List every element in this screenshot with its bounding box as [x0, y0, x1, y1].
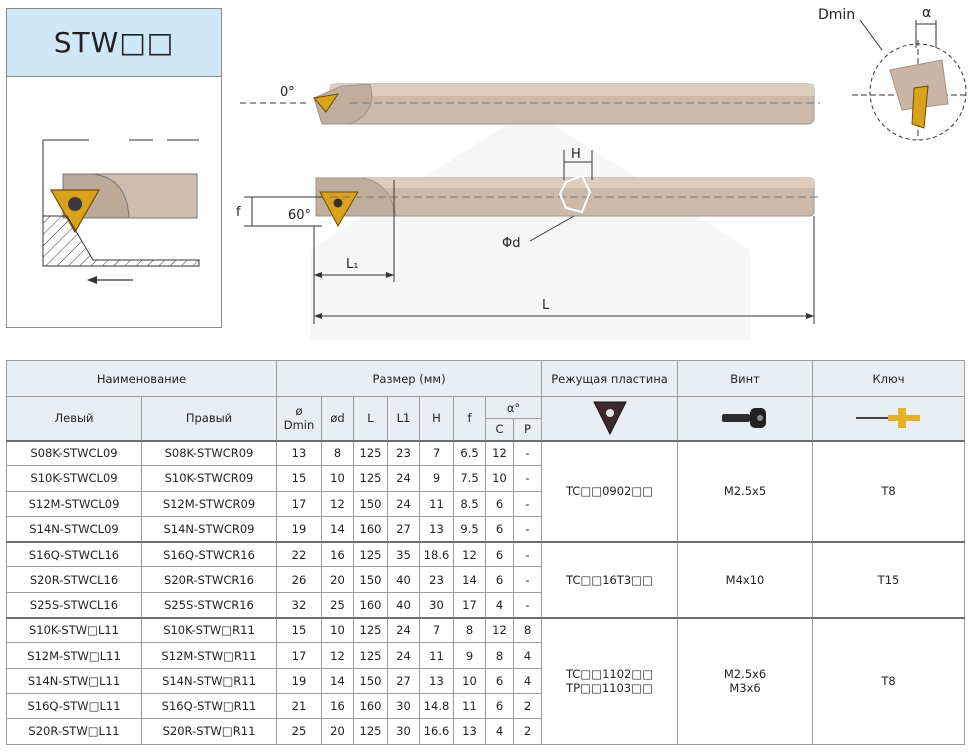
cell-h: 30: [420, 592, 454, 617]
cell-screw: M4x10: [678, 542, 813, 618]
header-size: Размер (мм): [277, 361, 542, 397]
cell-l: 150: [354, 668, 388, 693]
cell-left: S14N-STW□L11: [7, 668, 142, 693]
cell-f: 9.5: [454, 516, 486, 541]
tool-dimension-drawing: [230, 0, 830, 340]
cell-left: S16Q-STWCL16: [7, 542, 142, 567]
cell-d: 20: [322, 567, 354, 592]
dim-h-label: H: [571, 147, 581, 162]
angle-60-label: 60°: [288, 208, 312, 223]
header-h: H: [420, 397, 454, 441]
cell-alpha-c: 6: [486, 668, 514, 693]
header-l1: L1: [388, 397, 420, 441]
cell-left: S12M-STW□L11: [7, 643, 142, 668]
cell-alpha-p: -: [514, 567, 542, 592]
cell-alpha-p: 4: [514, 668, 542, 693]
cell-left: S25S-STWCL16: [7, 592, 142, 617]
dim-f-label: f: [236, 205, 241, 220]
cell-l: 125: [354, 643, 388, 668]
cell-f: 11: [454, 693, 486, 718]
cell-dmin: 15: [277, 618, 322, 643]
cell-d: 12: [322, 643, 354, 668]
cell-d: 25: [322, 592, 354, 617]
table-row: [7, 618, 965, 643]
cell-left: S12M-STWCL09: [7, 491, 142, 516]
cell-alpha-c: 10: [486, 466, 514, 491]
cell-alpha-p: 2: [514, 693, 542, 718]
cell-l1: 30: [388, 693, 420, 718]
torx-screw-icon: [720, 404, 770, 432]
cell-screw: M2.5x5: [678, 441, 813, 542]
cell-right: S14N-STW□R11: [142, 668, 277, 693]
cell-h: 18.6: [420, 542, 454, 567]
screw-image: [678, 397, 813, 441]
header-alpha-p: P: [514, 419, 542, 441]
cell-insert: TC□□16T3□□: [542, 542, 678, 618]
cell-left: S10K-STW□L11: [7, 618, 142, 643]
cell-d: 16: [322, 542, 354, 567]
cell-right: S16Q-STW□R11: [142, 693, 277, 718]
triangle-insert-icon: [590, 399, 630, 437]
cell-dmin: 26: [277, 567, 322, 592]
header-left: Левый: [7, 397, 142, 441]
cell-l: 125: [354, 719, 388, 744]
header-l: L: [354, 397, 388, 441]
cell-left: S16Q-STW□L11: [7, 693, 142, 718]
cell-h: 13: [420, 668, 454, 693]
cell-alpha-c: 12: [486, 618, 514, 643]
cell-alpha-c: 6: [486, 491, 514, 516]
cell-l1: 30: [388, 719, 420, 744]
boring-operation-sketch: [7, 78, 221, 327]
dim-dmin-label: Dmin: [818, 7, 856, 23]
header-alpha: α°: [486, 397, 542, 419]
cell-alpha-p: -: [514, 516, 542, 541]
cell-l1: 24: [388, 466, 420, 491]
cell-dmin: 32: [277, 592, 322, 617]
cell-l1: 23: [388, 441, 420, 466]
cell-alpha-c: 6: [486, 542, 514, 567]
cell-right: S16Q-STWCR16: [142, 542, 277, 567]
table-row: [7, 441, 965, 466]
cell-alpha-p: -: [514, 592, 542, 617]
cell-alpha-c: 4: [486, 719, 514, 744]
cell-f: 7.5: [454, 466, 486, 491]
header-key: Ключ: [813, 361, 965, 397]
header-screw: Винт: [678, 361, 813, 397]
cell-right: S12M-STWCR09: [142, 491, 277, 516]
cell-l: 160: [354, 592, 388, 617]
tool-type-panel: [6, 8, 222, 328]
cell-right: S20R-STW□R11: [142, 719, 277, 744]
cell-alpha-p: -: [514, 542, 542, 567]
screw-code-1: M2.5x6: [723, 667, 767, 682]
header-right: Правый: [142, 397, 277, 441]
header-f: f: [454, 397, 486, 441]
header-dmin: [277, 397, 322, 441]
cell-alpha-c: 8: [486, 643, 514, 668]
angle-0-label: 0°: [280, 85, 295, 100]
cell-screw: [678, 618, 813, 744]
insert-image: [542, 397, 678, 441]
cell-alpha-p: -: [514, 466, 542, 491]
watermark-logo: [310, 110, 750, 340]
cell-dmin: 25: [277, 719, 322, 744]
cell-l: 150: [354, 567, 388, 592]
cell-l: 160: [354, 693, 388, 718]
cell-l1: 35: [388, 542, 420, 567]
insert-code-2: TP□□1103□□: [566, 681, 653, 696]
cell-alpha-c: 4: [486, 592, 514, 617]
cell-dmin: 17: [277, 643, 322, 668]
cell-f: 13: [454, 719, 486, 744]
cell-l1: 24: [388, 643, 420, 668]
cell-h: 7: [420, 618, 454, 643]
cell-l: 160: [354, 516, 388, 541]
cell-f: 8: [454, 618, 486, 643]
cell-h: 14.8: [420, 693, 454, 718]
cell-alpha-c: 12: [486, 441, 514, 466]
cell-l1: 24: [388, 618, 420, 643]
cell-alpha-c: 6: [486, 693, 514, 718]
cell-d: 20: [322, 719, 354, 744]
cell-l: 125: [354, 542, 388, 567]
cell-left: S10K-STWCL09: [7, 466, 142, 491]
cell-l1: 24: [388, 491, 420, 516]
cell-f: 10: [454, 668, 486, 693]
dim-l-label: L: [542, 298, 550, 313]
cell-f: 6.5: [454, 441, 486, 466]
cell-right: S08K-STWCR09: [142, 441, 277, 466]
cell-right: S25S-STWCR16: [142, 592, 277, 617]
header-d: ød: [322, 397, 354, 441]
cell-d: 8: [322, 441, 354, 466]
cell-d: 12: [322, 491, 354, 516]
cell-alpha-p: -: [514, 441, 542, 466]
cell-left: S14N-STWCL09: [7, 516, 142, 541]
cell-d: 10: [322, 466, 354, 491]
cell-alpha-c: 6: [486, 516, 514, 541]
cell-dmin: 19: [277, 516, 322, 541]
cell-d: 14: [322, 668, 354, 693]
cell-f: 14: [454, 567, 486, 592]
header-dmin-text: Dmin: [283, 418, 315, 433]
cell-l1: 40: [388, 592, 420, 617]
header-dmin-symbol: ø: [295, 404, 303, 419]
cell-h: 9: [420, 466, 454, 491]
cell-h: 11: [420, 643, 454, 668]
cell-right: S20R-STWCR16: [142, 567, 277, 592]
cell-l: 125: [354, 441, 388, 466]
cell-insert: TC□□0902□□: [542, 441, 678, 542]
cell-alpha-p: 4: [514, 643, 542, 668]
cell-right: S14N-STWCR09: [142, 516, 277, 541]
cell-h: 7: [420, 441, 454, 466]
cell-f: 17: [454, 592, 486, 617]
cell-dmin: 19: [277, 668, 322, 693]
cell-dmin: 15: [277, 466, 322, 491]
cell-dmin: 13: [277, 441, 322, 466]
cell-left: S20R-STWCL16: [7, 567, 142, 592]
header-insert: Режущая пластина: [542, 361, 678, 397]
insert-detail: [912, 86, 928, 128]
cell-l: 125: [354, 618, 388, 643]
min-bore-detail-drawing: [818, 0, 968, 140]
header-name: Наименование: [7, 361, 277, 397]
table-row: [7, 542, 965, 567]
cell-dmin: 17: [277, 491, 322, 516]
cell-alpha-p: -: [514, 491, 542, 516]
cell-right: S12M-STW□R11: [142, 643, 277, 668]
cell-right: S10K-STW□R11: [142, 618, 277, 643]
cell-alpha-c: 6: [486, 567, 514, 592]
insert-code-1: TC□□1102□□: [565, 667, 654, 682]
cell-key: T8: [813, 618, 965, 744]
cell-d: 16: [322, 693, 354, 718]
cell-h: 23: [420, 567, 454, 592]
cell-l1: 27: [388, 516, 420, 541]
cell-key: T15: [813, 542, 965, 618]
screw-code-2: M3x6: [729, 681, 761, 696]
spec-table: [6, 360, 965, 745]
cell-h: 13: [420, 516, 454, 541]
cell-d: 14: [322, 516, 354, 541]
torx-key-icon: [854, 405, 924, 431]
cell-h: 11: [420, 491, 454, 516]
cell-f: 8.5: [454, 491, 486, 516]
cell-f: 12: [454, 542, 486, 567]
dim-alpha-label: α: [922, 5, 932, 21]
cell-l1: 40: [388, 567, 420, 592]
key-image: [813, 397, 965, 441]
cell-h: 16.6: [420, 719, 454, 744]
cell-left: S20R-STW□L11: [7, 719, 142, 744]
cell-f: 9: [454, 643, 486, 668]
tool-type-title: STW□□: [7, 9, 221, 77]
cell-d: 10: [322, 618, 354, 643]
cell-dmin: 21: [277, 693, 322, 718]
cell-left: S08K-STWCL09: [7, 441, 142, 466]
cell-l1: 27: [388, 668, 420, 693]
header-alpha-c: C: [486, 419, 514, 441]
cell-l: 125: [354, 466, 388, 491]
dim-d-label: Φd: [502, 236, 521, 251]
cell-alpha-p: 2: [514, 719, 542, 744]
dim-l1-label: L₁: [346, 257, 359, 272]
cell-key: T8: [813, 441, 965, 542]
cell-dmin: 22: [277, 542, 322, 567]
cell-insert: [542, 618, 678, 744]
cell-alpha-p: 8: [514, 618, 542, 643]
cell-right: S10K-STWCR09: [142, 466, 277, 491]
cell-l: 150: [354, 491, 388, 516]
